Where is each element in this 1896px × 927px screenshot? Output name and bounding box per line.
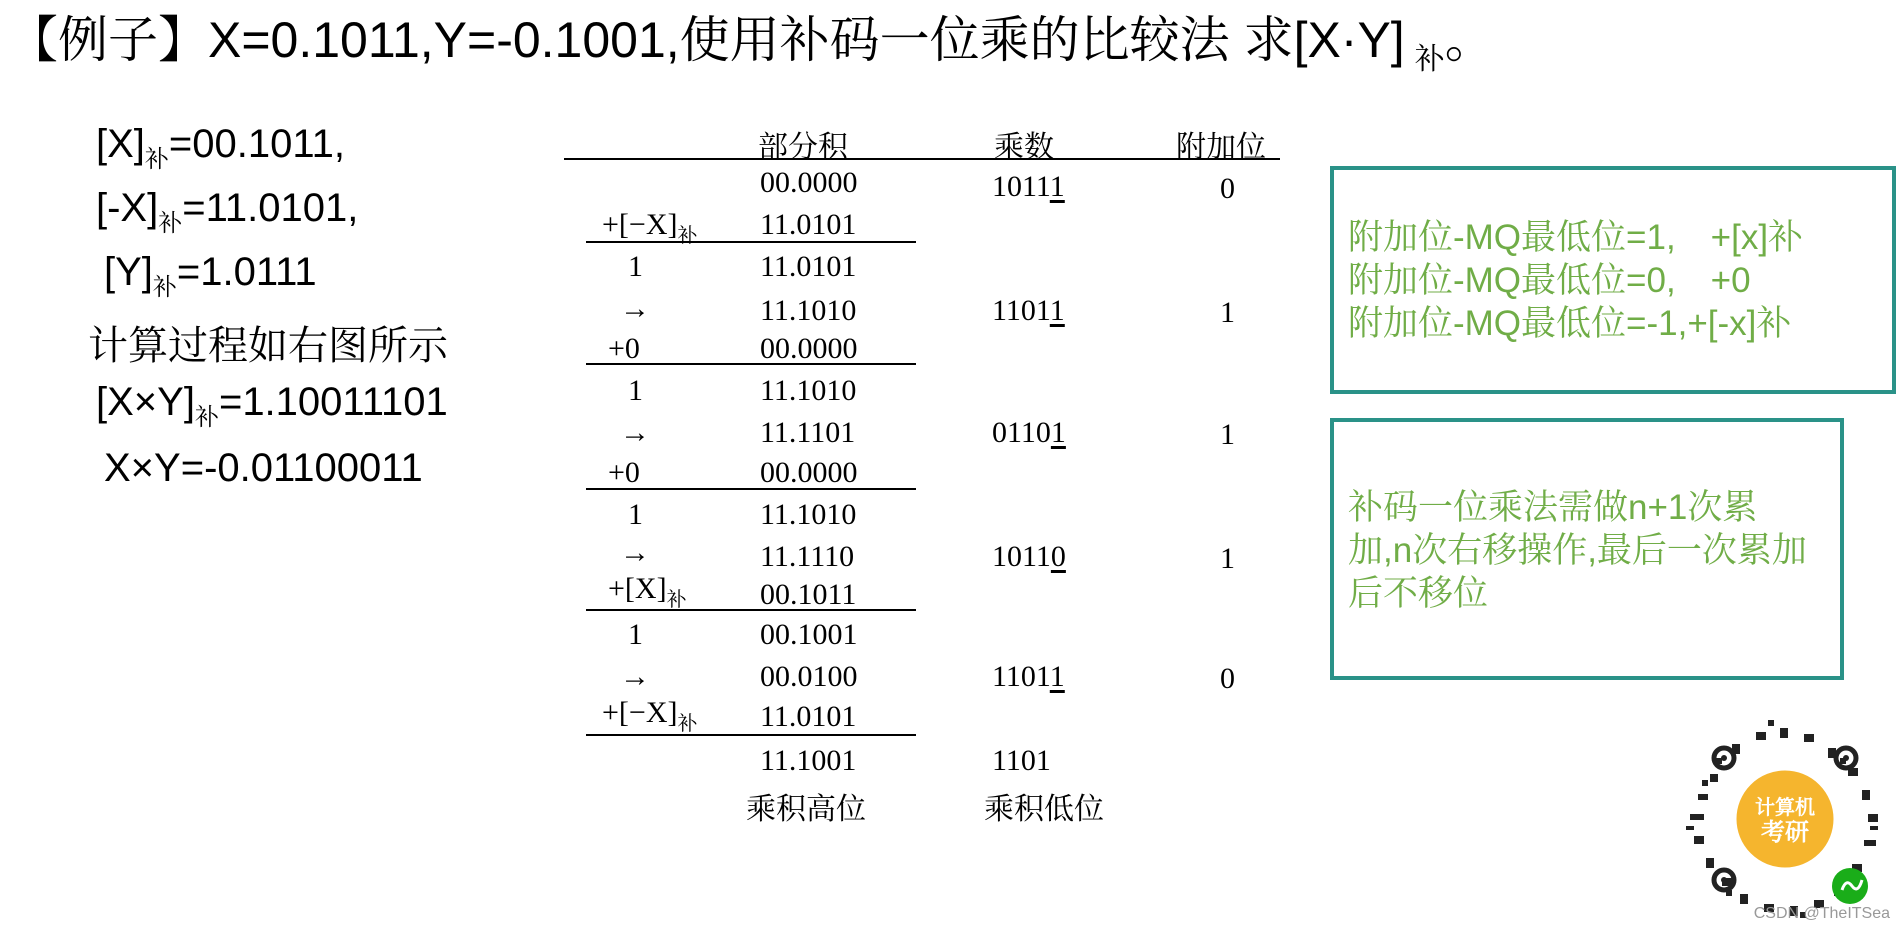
op-cell: +0 (608, 456, 640, 489)
line-text: [-X] (96, 186, 159, 230)
partial-product-cell: 11.1110 (760, 540, 855, 573)
partial-product-cell: 11.0101 (760, 250, 857, 283)
op-cell: $+[X]_补$ (608, 572, 687, 611)
shift-arrow: → (620, 660, 650, 693)
line-text: =11.0101, (182, 186, 359, 230)
line-text: [Y] (104, 250, 153, 294)
line-subscript: 补 (144, 146, 169, 173)
partial-product-cell: 00.0000 (760, 166, 858, 199)
partial-product-cell: 11.1001 (760, 744, 857, 777)
line-text: X×Y=-0.01100011 (104, 446, 423, 490)
watermark: CSDN @TheITSea (1753, 905, 1890, 922)
qr-logo-text: 考研 (1761, 818, 1809, 846)
line-subscript: 补 (194, 404, 219, 431)
summary-note-line: 后不移位 (1348, 574, 1489, 613)
partial-product-cell: 11.1101 (760, 416, 856, 449)
partial-product-cell: 00.0100 (760, 660, 858, 693)
process-note-line (88, 314, 448, 371)
line-subscript: 补 (158, 210, 183, 237)
multiplier-cell: 11011 (992, 294, 1065, 327)
rule-note-line: 附加位-MQ最低位=1, +[x]补 (1348, 218, 1804, 257)
line-text: 计算过程如右图所示 (88, 324, 448, 368)
sum-rule (586, 488, 916, 490)
sum-rule (586, 734, 916, 736)
page-title (8, 10, 1495, 90)
op-cell: 1 (628, 498, 643, 531)
extra-bit-cell: 0 (1220, 172, 1235, 205)
y-complement-line (104, 250, 317, 302)
line-subscript: 补 (152, 274, 177, 301)
partial-product-cell: 11.0101 (760, 208, 857, 241)
multiplier-cell: 11011 (992, 660, 1065, 693)
partial-product-cell: 00.0000 (760, 332, 858, 365)
partial-product-cell: 00.0000 (760, 456, 858, 489)
line-text: =00.1011, (168, 122, 345, 166)
header-extra-bit: 附加位 (1176, 131, 1266, 164)
partial-product-cell: 00.1001 (760, 618, 858, 651)
op-cell: 1 (628, 250, 643, 283)
partial-product-cell: 11.1010 (760, 374, 857, 407)
multiplier-cell: 1101 (992, 744, 1051, 777)
shift-arrow: → (620, 536, 650, 569)
mini-program-icon (1832, 868, 1868, 904)
extra-bit-cell: 1 (1220, 296, 1235, 329)
op-cell: 1 (628, 374, 643, 407)
partial-product-cell: 11.1010 (760, 498, 857, 531)
sum-rule (586, 241, 916, 243)
header-partial-product: 部分积 (758, 131, 848, 164)
header-rule (564, 158, 1280, 160)
sum-rule (586, 609, 916, 611)
extra-bit-cell: 1 (1220, 418, 1235, 451)
summary-note-line: 补码一位乘法需做n+1次累 (1348, 488, 1758, 527)
op-cell: $+[-X]_补$ (602, 208, 698, 247)
partial-product-cell: 11.0101 (760, 700, 857, 733)
x-complement-line (96, 122, 345, 174)
op-cell: 1 (628, 618, 643, 651)
line-text: =1.0111 (176, 250, 317, 294)
product-low-label: 乘积低位 (984, 793, 1104, 826)
title-subscript: 补 (1414, 43, 1445, 76)
op-cell: $+[-X]_补$ (602, 696, 698, 735)
multiplier-cell: 10110 (992, 540, 1066, 573)
shift-arrow: → (620, 416, 650, 449)
product-complement-line (96, 380, 448, 432)
shift-arrow: → (620, 292, 650, 325)
summary-note-line: 加,n次右移操作,最后一次累加 (1348, 531, 1807, 570)
title-text: X=0.1011,Y=-0.1001,使用补码一位乘的比较法 求[X·Y] (208, 12, 1405, 68)
title-bracket-label: 【例子】 (8, 11, 208, 69)
neg-x-complement-line (96, 186, 358, 238)
product-value-line (104, 446, 423, 491)
title-period: 。 (1444, 12, 1495, 68)
line-text: =1.10011101 (218, 380, 448, 424)
line-text: [X×Y] (96, 380, 195, 424)
partial-product-cell: 11.1010 (760, 294, 857, 327)
qr-code-image (1680, 714, 1890, 924)
extra-bit-cell: 1 (1220, 542, 1235, 575)
header-multiplier: 乘数 (994, 131, 1054, 164)
extra-bit-cell: 0 (1220, 662, 1235, 695)
line-text: [X] (96, 122, 145, 166)
qr-logo-text: 计算机 (1755, 795, 1815, 819)
product-high-label: 乘积高位 (746, 793, 866, 826)
rule-note-line: 附加位-MQ最低位=-1,+[-x]补 (1348, 304, 1792, 343)
op-cell: +0 (608, 332, 640, 365)
multiplier-cell: 01101 (992, 416, 1066, 449)
multiplier-cell: 10111 (992, 170, 1065, 203)
rule-note-line: 附加位-MQ最低位=0, +0 (1348, 261, 1751, 300)
partial-product-cell: 00.1011 (760, 578, 857, 611)
sum-rule (586, 363, 916, 365)
